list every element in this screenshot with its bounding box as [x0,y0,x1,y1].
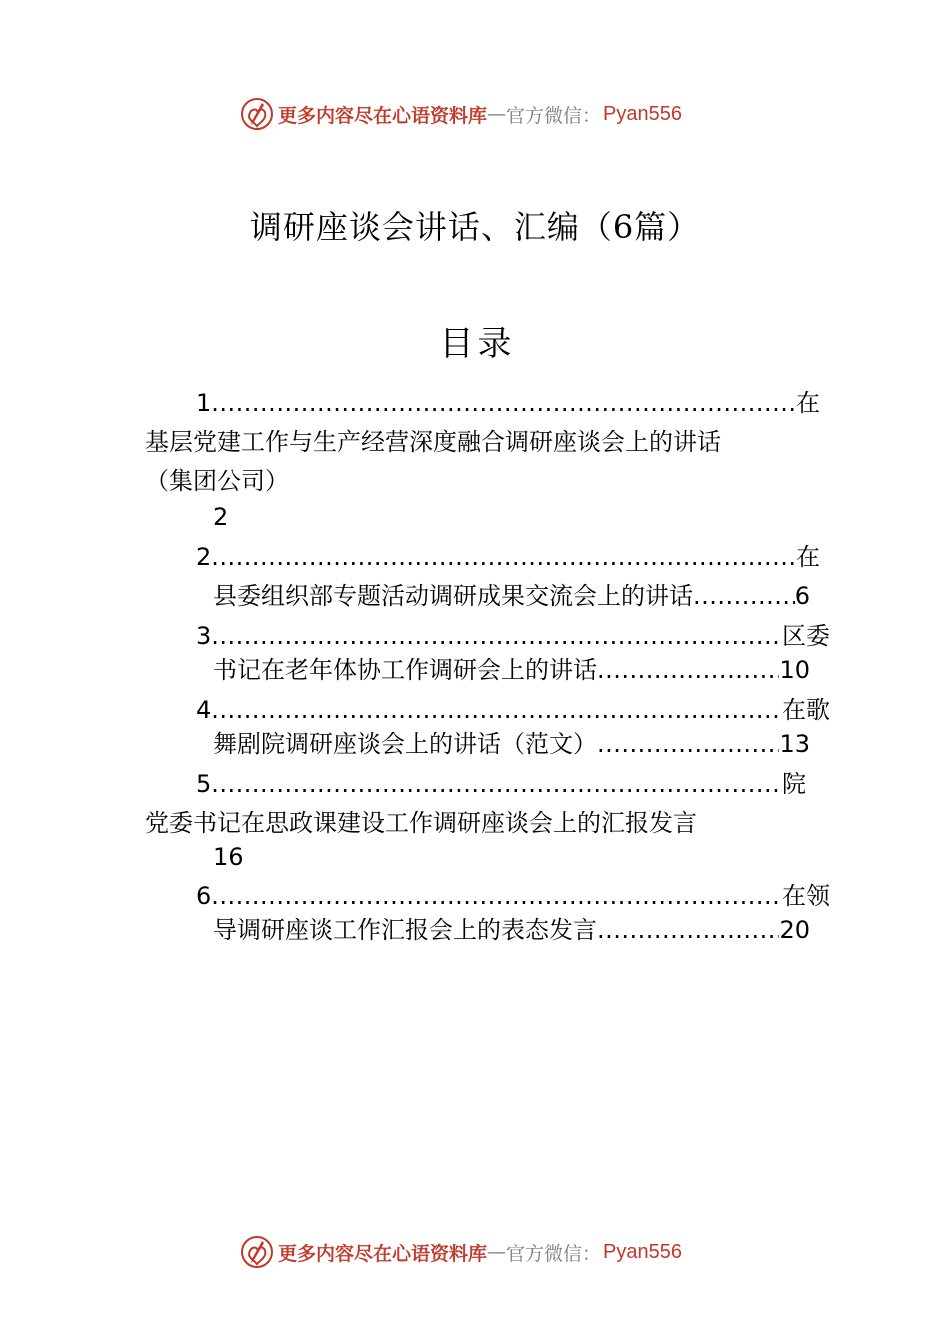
toc-entry-5-title[interactable]: 党委书记在思政课建设工作调研座谈会上的汇报发言 [145,809,697,837]
banner-wechat-id: Pyan556 [603,102,682,125]
footer-banner [0,1230,950,1274]
toc-entry-number: 6 [196,882,212,910]
dot-leader [211,543,796,571]
toc-entry-page: 10 [779,656,810,684]
toc-entry-page: 20 [779,916,810,944]
toc-entry-title: 舞剧院调研座谈会上的讲话（范文） [213,730,597,758]
banner-dash: — [487,103,507,125]
toc-entry-tail: 在 [796,389,820,417]
banner-library-text: 更多内容尽在心语资料库 [278,104,488,127]
toc-entry-4-title-line[interactable] [213,730,810,758]
toc-entry-1-page: 2 [213,503,229,531]
dot-leader [597,916,779,944]
toc-entry-title: 县委组织部专题活动调研成果交流会上的讲话 [213,582,693,610]
toc-entry-1-title[interactable]: 基层党建工作与生产经营深度融合调研座谈会上的讲话 [145,428,721,456]
toc-heading: 目录 [439,324,516,364]
pen-heart-logo-icon [240,1235,274,1269]
toc-entry-title: 导调研座谈工作汇报会上的表态发言 [213,916,597,944]
dot-leader [211,696,782,724]
pen-heart-logo-icon [240,97,274,131]
toc-entry-6-title-line[interactable] [213,916,810,944]
toc-entry-5-leader[interactable] [196,770,806,798]
document-title: 调研座谈会讲话、汇编（6篇） [249,208,701,246]
dot-leader [597,730,779,758]
toc-entry-tail: 在歌 [782,696,830,724]
toc-entry-page: 13 [779,730,810,758]
toc-entry-tail: 在领 [782,882,830,910]
toc-entry-1-leader[interactable] [196,389,820,417]
dot-leader [211,389,796,417]
toc-entry-number: 5 [196,770,212,798]
header-banner [0,92,950,136]
banner-wechat-id: Pyan556 [603,1240,682,1263]
toc-entry-6-leader[interactable] [196,882,830,910]
toc-entry-number: 3 [196,622,212,650]
toc-entry-tail: 在 [796,543,820,571]
dot-leader [597,656,779,684]
toc-entry-page: 6 [794,582,810,610]
banner-dash: — [487,1241,507,1263]
dot-leader [693,582,795,610]
toc-entry-4-leader[interactable] [196,696,830,724]
banner-library-text: 更多内容尽在心语资料库 [278,1242,488,1265]
toc-entry-tail: 区委 [782,622,830,650]
toc-entry-3-title-line[interactable] [213,656,810,684]
toc-entry-title: 书记在老年体协工作调研会上的讲话 [213,656,597,684]
toc-entry-2-title-line[interactable] [213,582,810,610]
toc-entry-3-leader[interactable] [196,622,830,650]
toc-entry-number: 2 [196,543,212,571]
dot-leader [211,882,782,910]
dot-leader [211,622,782,650]
toc-entry-2-leader[interactable] [196,543,820,571]
toc-entry-tail: 院 [782,770,806,798]
toc-entry-5-page: 16 [213,843,244,871]
toc-entry-number: 1 [196,389,212,417]
dot-leader [211,770,782,798]
banner-wechat-label: 官方微信： [506,1242,602,1265]
toc-entry-1-subtitle: （集团公司） [145,467,289,495]
banner-wechat-label: 官方微信： [506,104,602,127]
toc-entry-number: 4 [196,696,212,724]
